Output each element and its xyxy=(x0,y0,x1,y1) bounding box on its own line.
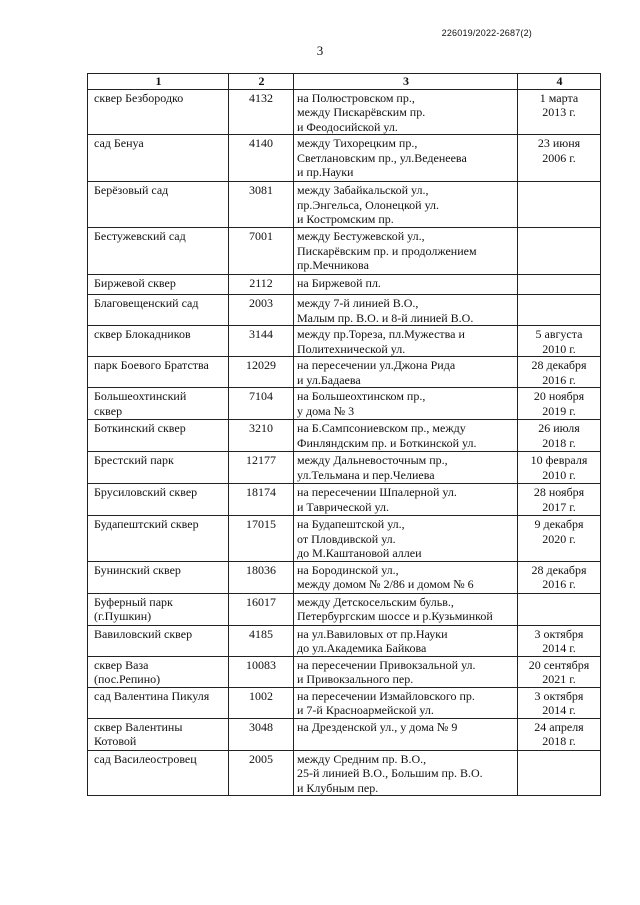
table-row xyxy=(88,326,601,357)
address-cell-line: до ул.Академика Байкова xyxy=(297,641,427,655)
date-cell xyxy=(518,656,601,687)
registry-number-cell: 12177 xyxy=(229,452,294,484)
registry-number-cell: 3081 xyxy=(229,182,294,228)
park-name-cell-line: сквер Блокадников xyxy=(94,327,191,341)
park-name-cell-line: (г.Пушкин) xyxy=(94,609,152,623)
address-cell-line: на пересечении Измайловского пр. xyxy=(297,688,475,703)
address-cell-line: на пересечении ул.Джона Рида xyxy=(297,358,456,372)
park-name-cell xyxy=(88,89,229,135)
park-name-cell-line: Вавиловский сквер xyxy=(94,626,193,641)
park-name-cell-line: сквер xyxy=(94,403,123,418)
table-row xyxy=(88,687,601,718)
park-name-cell-line: (пос.Репино) xyxy=(94,672,161,686)
table-row xyxy=(88,89,601,135)
date-cell-line: 2018 г. xyxy=(542,734,576,748)
park-name-cell-line: Брестский парк xyxy=(94,453,174,467)
park-name-cell-line: сад Бенуа xyxy=(94,136,144,150)
table-row xyxy=(88,388,601,420)
address-cell-line: и 7-й Красноармейской ул. xyxy=(297,703,434,717)
park-name-cell-line: Большеохтинский xyxy=(94,389,187,403)
column-header-2: 2 xyxy=(229,74,294,90)
park-name-cell-line: сквер Безбородко xyxy=(94,90,184,105)
registry-number-cell: 4140 xyxy=(229,135,294,182)
address-cell-line: Политехнической ул. xyxy=(297,341,406,356)
date-cell-line: 3 октября xyxy=(534,688,584,703)
address-cell-line: на Биржевой пл. xyxy=(297,276,381,290)
park-name-cell-line: парк Боевого Братства xyxy=(94,358,209,372)
date-cell-line: 28 ноября xyxy=(533,485,585,499)
park-name-cell-line: Берёзовый сад xyxy=(94,183,169,197)
date-cell xyxy=(518,420,601,452)
date-cell-line: 10 февраля xyxy=(530,453,588,467)
date-cell xyxy=(518,484,601,516)
address-cell-line: пр.Мечникова xyxy=(297,258,369,272)
table-row xyxy=(88,452,601,484)
date-cell-line: 2016 г. xyxy=(542,372,576,387)
address-cell xyxy=(294,561,518,593)
address-cell xyxy=(294,656,518,687)
date-cell xyxy=(518,275,601,295)
date-cell-line: 28 декабря xyxy=(531,358,587,372)
registry-number-cell: 2112 xyxy=(229,275,294,295)
address-cell-line: Петербургским шоссе и р.Кузьминкой xyxy=(297,609,493,623)
address-cell-line: на ул.Вавиловых от пр.Науки xyxy=(297,626,448,641)
date-cell xyxy=(518,750,601,796)
date-cell xyxy=(518,295,601,326)
address-cell xyxy=(294,593,518,625)
column-header-4: 4 xyxy=(518,74,601,90)
date-cell-line: 9 декабря xyxy=(534,517,584,531)
address-cell-line: и Феодосийской ул. xyxy=(297,119,398,134)
date-cell xyxy=(518,357,601,388)
table-row xyxy=(88,561,601,593)
registry-number-cell: 3048 xyxy=(229,718,294,750)
date-cell xyxy=(518,718,601,750)
registry-number-cell: 3210 xyxy=(229,420,294,452)
date-cell-line: 2020 г. xyxy=(542,531,576,546)
table-row xyxy=(88,718,601,750)
date-cell-line: 20 сентября xyxy=(528,657,590,672)
table-row xyxy=(88,750,601,796)
date-cell-line: 2014 г. xyxy=(542,703,576,717)
date-cell-line: 2010 г. xyxy=(542,341,576,356)
date-cell-line: 26 июля xyxy=(538,421,580,435)
table-row xyxy=(88,182,601,228)
address-cell-line: и пр.Науки xyxy=(297,165,354,179)
table-row xyxy=(88,484,601,516)
park-name-cell xyxy=(88,593,229,625)
park-name-cell-line: сад Василеостровец xyxy=(94,751,197,766)
table-row xyxy=(88,295,601,326)
park-name-cell xyxy=(88,388,229,420)
table-row xyxy=(88,135,601,182)
registry-number-cell: 10083 xyxy=(229,656,294,687)
address-cell xyxy=(294,750,518,796)
table-header-row xyxy=(88,74,601,90)
address-cell xyxy=(294,388,518,420)
park-name-cell xyxy=(88,452,229,484)
date-cell-line: 2019 г. xyxy=(542,403,576,418)
date-cell xyxy=(518,89,601,135)
address-cell-line: на Будапештской ул., xyxy=(297,517,405,531)
park-name-cell-line: Благовещенский сад xyxy=(94,296,199,310)
table-row xyxy=(88,516,601,562)
address-cell-line: и ул.Бадаева xyxy=(297,372,361,387)
address-cell-line: и Клубным пер. xyxy=(297,780,379,795)
park-name-cell-line: Бунинский сквер xyxy=(94,562,181,577)
column-header-3: 3 xyxy=(294,74,518,90)
registry-number-cell: 18174 xyxy=(229,484,294,516)
address-cell-line: и Привокзального пер. xyxy=(297,672,414,686)
address-cell-line: между Детскосельским бульв., xyxy=(297,594,454,609)
date-cell xyxy=(518,561,601,593)
address-cell-line: до М.Каштановой аллеи xyxy=(297,546,422,560)
document-id: 226019/2022-2687(2) xyxy=(441,28,532,38)
address-cell xyxy=(294,228,518,275)
park-name-cell-line: сквер Ваза xyxy=(94,657,149,672)
date-cell-line: 2021 г. xyxy=(542,672,576,686)
date-cell-line: 2010 г. xyxy=(542,467,576,482)
address-cell-line: между 7-й линией В.О., xyxy=(297,296,419,310)
address-cell-line: ул.Тельмана и пер.Челиева xyxy=(297,467,435,482)
date-cell-line: 5 августа xyxy=(535,327,583,341)
date-cell-line: 2016 г. xyxy=(542,577,576,591)
park-name-cell-line: сад Валентина Пикуля xyxy=(94,688,210,703)
date-cell-line: 20 ноября xyxy=(533,389,585,403)
table-row xyxy=(88,275,601,295)
address-cell-line: между пр.Тореза, пл.Мужества и xyxy=(297,327,465,341)
page-number: 3 xyxy=(316,43,324,58)
park-name-cell xyxy=(88,750,229,796)
address-cell-line: на Бородинской ул., xyxy=(297,562,399,577)
address-cell-line: между Забайкальской ул., xyxy=(297,183,429,197)
date-cell-line: 2006 г. xyxy=(542,150,576,165)
date-cell xyxy=(518,625,601,656)
address-cell-line: на пересечении Привокзальной ул. xyxy=(297,657,476,672)
address-cell xyxy=(294,625,518,656)
date-cell-line: 2018 г. xyxy=(542,435,576,450)
table-row xyxy=(88,420,601,452)
table-row xyxy=(88,228,601,275)
address-cell xyxy=(294,516,518,562)
park-name-cell-line: сквер Валентины xyxy=(94,719,183,734)
registry-number-cell: 1002 xyxy=(229,687,294,718)
address-cell xyxy=(294,357,518,388)
address-cell-line: между Пискарёвским пр. xyxy=(297,105,426,119)
date-cell xyxy=(518,182,601,228)
park-name-cell xyxy=(88,275,229,295)
address-cell-line: между Тихорецким пр., xyxy=(297,136,418,150)
address-cell-line: между Средним пр. В.О., xyxy=(297,751,427,766)
registry-number-cell: 7001 xyxy=(229,228,294,275)
address-cell xyxy=(294,182,518,228)
address-cell-line: пр.Энгельса, Олонецкой ул. xyxy=(297,197,440,212)
registry-number-cell: 3144 xyxy=(229,326,294,357)
date-cell-line: 2017 г. xyxy=(542,499,576,514)
park-name-cell xyxy=(88,182,229,228)
address-cell xyxy=(294,484,518,516)
address-cell-line: на Большеохтинском пр., xyxy=(297,389,426,403)
registry-number-cell: 2003 xyxy=(229,295,294,326)
date-cell xyxy=(518,687,601,718)
park-name-cell xyxy=(88,718,229,750)
address-cell-line: 25-й линией В.О., Большим пр. В.О. xyxy=(297,766,483,780)
address-cell xyxy=(294,452,518,484)
column-header-1: 1 xyxy=(88,74,229,90)
park-name-cell xyxy=(88,326,229,357)
registry-number-cell: 12029 xyxy=(229,357,294,388)
park-name-cell xyxy=(88,295,229,326)
park-name-cell xyxy=(88,135,229,182)
date-cell xyxy=(518,452,601,484)
address-cell-line: Пискарёвским пр. и продолжением xyxy=(297,243,477,258)
address-cell-line: Малым пр. В.О. и 8-й линией В.О. xyxy=(297,310,474,325)
address-cell xyxy=(294,718,518,750)
address-cell-line: от Пловдивской ул. xyxy=(297,531,396,546)
address-cell-line: между Дальневосточным пр., xyxy=(297,453,448,467)
address-cell-line: и Таврической ул. xyxy=(297,499,389,514)
date-cell-line: 2013 г. xyxy=(542,105,576,119)
date-cell-line: 1 марта xyxy=(539,90,579,105)
date-cell xyxy=(518,326,601,357)
registry-number-cell: 17015 xyxy=(229,516,294,562)
park-name-cell xyxy=(88,625,229,656)
table-row xyxy=(88,625,601,656)
registry-number-cell: 7104 xyxy=(229,388,294,420)
date-cell-line: 23 июня xyxy=(537,136,581,150)
address-cell xyxy=(294,326,518,357)
park-name-cell xyxy=(88,656,229,687)
address-cell xyxy=(294,295,518,326)
park-name-cell-line: Бестужевский сад xyxy=(94,229,186,243)
registry-number-cell: 4132 xyxy=(229,89,294,135)
registry-number-cell: 2005 xyxy=(229,750,294,796)
park-name-cell xyxy=(88,420,229,452)
address-cell-line: у дома № 3 xyxy=(297,403,355,418)
date-cell-line: 3 октября xyxy=(534,626,584,641)
park-name-cell-line: Боткинский сквер xyxy=(94,421,186,435)
date-cell xyxy=(518,135,601,182)
date-cell xyxy=(518,388,601,420)
registry-number-cell: 4185 xyxy=(229,625,294,656)
date-cell xyxy=(518,593,601,625)
address-cell xyxy=(294,687,518,718)
parks-table xyxy=(87,73,601,796)
park-name-cell xyxy=(88,357,229,388)
park-name-cell-line: Котовой xyxy=(94,734,137,748)
park-name-cell-line: Будапештский сквер xyxy=(94,517,199,531)
date-cell xyxy=(518,516,601,562)
park-name-cell xyxy=(88,228,229,275)
table-row xyxy=(88,593,601,625)
address-cell xyxy=(294,420,518,452)
date-cell-line: 28 декабря xyxy=(531,562,587,577)
address-cell-line: Финляндским пр. и Боткинской ул. xyxy=(297,435,477,450)
date-cell-line: 2014 г. xyxy=(542,641,576,655)
address-cell-line: между Бестужевской ул., xyxy=(297,229,425,243)
park-name-cell-line: Буферный парк xyxy=(94,594,173,609)
address-cell-line: и Костромским пр. xyxy=(297,212,394,226)
address-cell-line: Светлановским пр., ул.Веденеева xyxy=(297,150,467,165)
park-name-cell xyxy=(88,687,229,718)
date-cell xyxy=(518,228,601,275)
address-cell-line: на Дрезденской ул., у дома № 9 xyxy=(297,719,458,734)
registry-number-cell: 16017 xyxy=(229,593,294,625)
table-row xyxy=(88,357,601,388)
address-cell xyxy=(294,89,518,135)
address-cell-line: между домом № 2/86 и домом № 6 xyxy=(297,577,474,591)
park-name-cell-line: Брусиловский сквер xyxy=(94,485,198,499)
park-name-cell-line: Биржевой сквер xyxy=(94,276,176,290)
address-cell-line: на Б.Сампсониевском пр., между xyxy=(297,421,466,435)
address-cell xyxy=(294,135,518,182)
park-name-cell xyxy=(88,484,229,516)
address-cell-line: на Полюстровском пр., xyxy=(297,90,415,105)
registry-number-cell: 18036 xyxy=(229,561,294,593)
park-name-cell xyxy=(88,561,229,593)
table-row xyxy=(88,656,601,687)
date-cell-line: 24 апреля xyxy=(534,719,584,734)
address-cell xyxy=(294,275,518,295)
park-name-cell xyxy=(88,516,229,562)
address-cell-line: на пересечении Шпалерной ул. xyxy=(297,485,457,499)
